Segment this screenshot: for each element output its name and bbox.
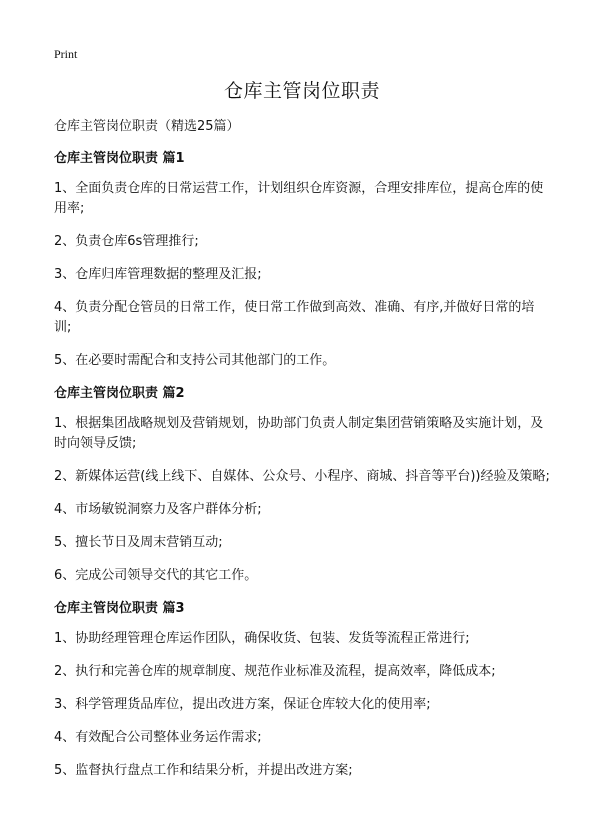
duty-item: 5、监督执行盘点工作和结果分析，并提出改进方案; xyxy=(54,763,353,778)
print-label: Print xyxy=(54,47,78,61)
document-subtitle: 仓库主管岗位职责（精选25篇） xyxy=(54,119,240,134)
section-heading: 仓库主管岗位职责 篇1 xyxy=(54,151,185,166)
section-heading: 仓库主管岗位职责 篇2 xyxy=(54,386,185,401)
duty-item: 4、市场敏锐洞察力及客户群体分析; xyxy=(54,502,262,517)
duty-item: 6、完成公司领导交代的其它工作。 xyxy=(54,568,258,583)
duty-item: 1、协助经理管理仓库运作团队，确保收货、包装、发货等流程正常进行; xyxy=(54,631,470,646)
duty-item: 4、负责分配仓管员的日常工作，使日常工作做到高效、准确、有序,并做好日常的培训; xyxy=(54,300,535,335)
duty-item: 2、执行和完善仓库的规章制度、规范作业标准及流程，提高效率，降低成本; xyxy=(54,664,496,679)
document-title: 仓库主管岗位职责 xyxy=(223,80,380,102)
duty-item: 5、在必要时需配合和支持公司其他部门的工作。 xyxy=(54,353,336,368)
section-heading: 仓库主管岗位职责 篇3 xyxy=(54,601,185,616)
duty-item: 3、仓库归库管理数据的整理及汇报; xyxy=(54,267,262,282)
duty-item: 1、全面负责仓库的日常运营工作，计划组织仓库资源，合理安排库位，提高仓库的使用率; xyxy=(54,181,544,216)
duty-item: 3、科学管理货品库位，提出改进方案，保证仓库较大化的使用率; xyxy=(54,697,431,712)
duty-item: 1、根据集团战略规划及营销规划，协助部门负责人制定集团营销策略及实施计划，及时向领导反馈; xyxy=(54,416,544,451)
section-3 xyxy=(54,599,550,781)
duty-item: 5、擅长节日及周末营销互动; xyxy=(54,535,223,550)
duty-item: 2、新媒体运营(线上线下、自媒体、公众号、小程序、商城、抖音等平台))经验及策略; xyxy=(54,469,550,484)
duty-item: 4、有效配合公司整体业务运作需求; xyxy=(54,730,262,745)
section-1 xyxy=(54,149,550,371)
section-2 xyxy=(54,384,550,586)
duty-item: 2、负责仓库6s管理推行; xyxy=(54,234,199,249)
